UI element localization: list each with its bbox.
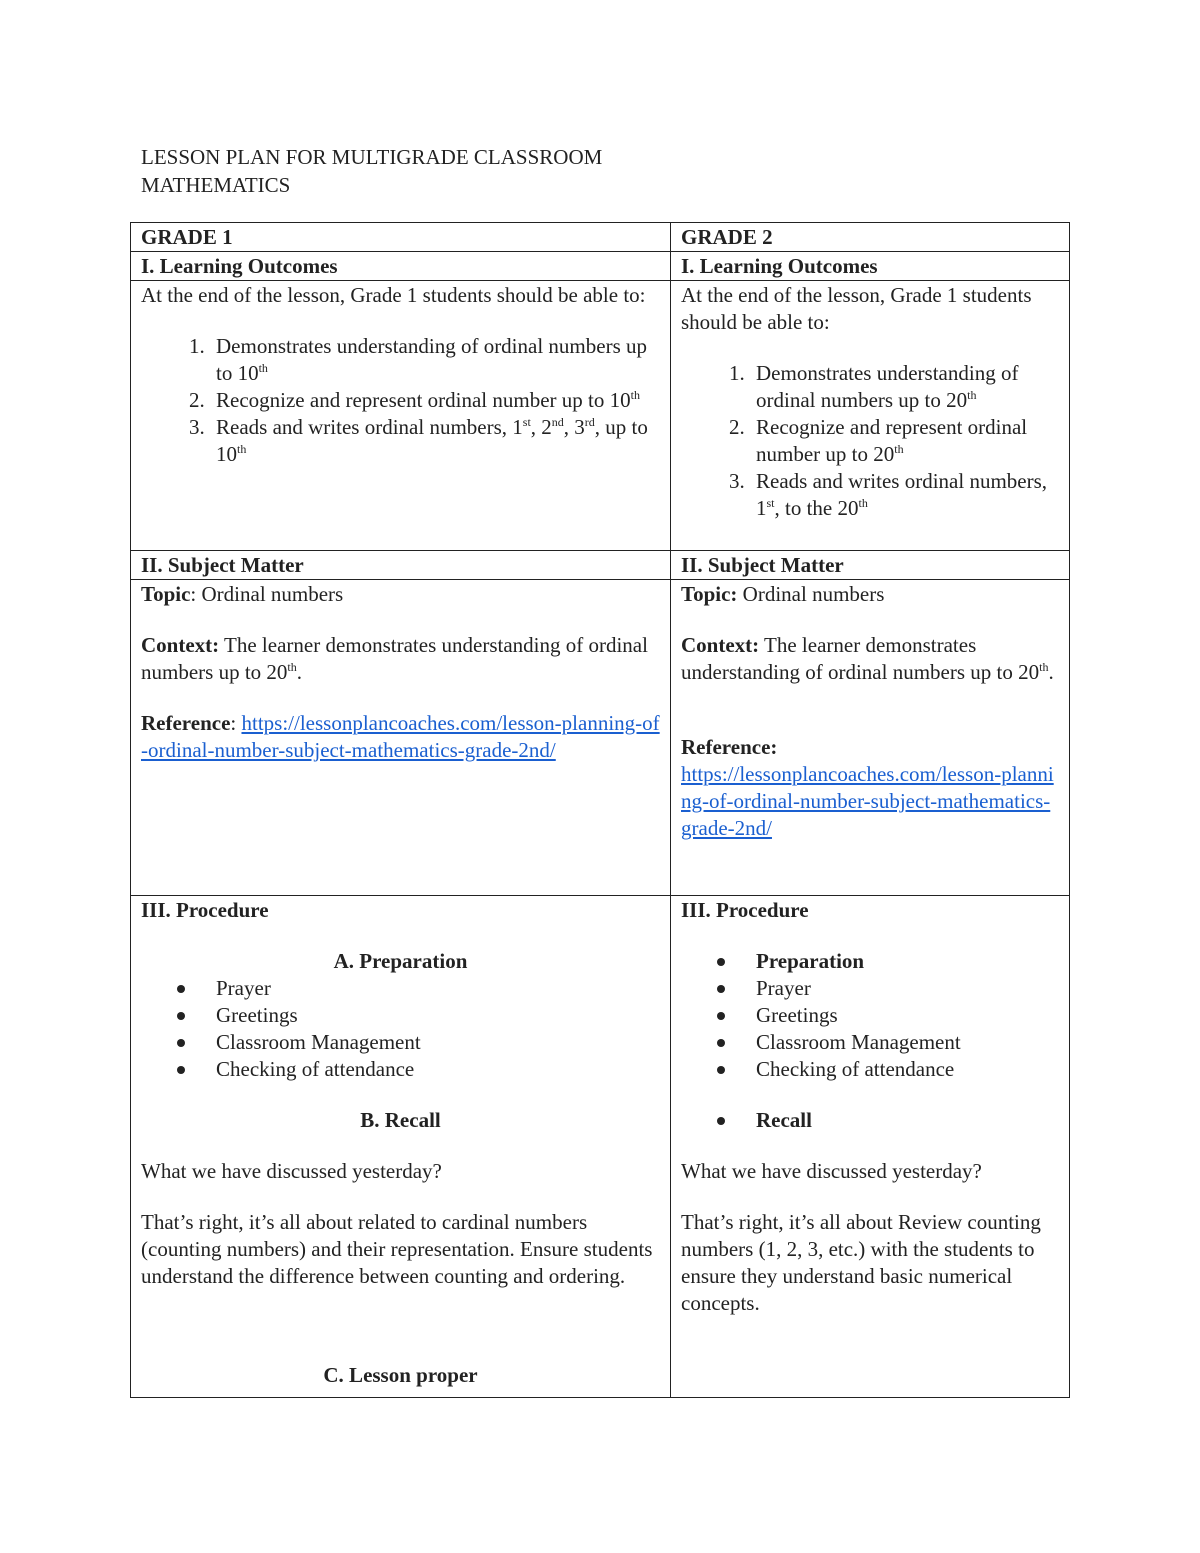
grade2-context: Context: The learner demonstrates understanding of ordinal numbers up to 20th. (681, 633, 1054, 684)
grade2-outcome-3: 3. Reads and writes ordinal numbers, 1st, to the 20th (750, 468, 1059, 522)
grade2-recall-heading: Recall (750, 1107, 1059, 1134)
grade1-outcomes-cell (131, 281, 671, 551)
grade1-procedure-heading: III. Procedure (141, 898, 269, 922)
grade1-context: Context: The learner demonstrates understanding of ordinal numbers up to 20th. (141, 633, 648, 684)
grade1-subject-heading: II. Subject Matter (131, 551, 671, 580)
grade1-prep-item: Greetings (210, 1002, 660, 1029)
grade2-outcomes-heading: I. Learning Outcomes (671, 252, 1070, 281)
grade2-subject-cell (671, 580, 1070, 896)
grade1-recall-question: What we have discussed yesterday? (141, 1159, 442, 1183)
grade2-reference-label: Reference: (681, 735, 778, 759)
grade2-reference (681, 761, 1059, 842)
title-line-2: MATHEMATICS (141, 173, 291, 197)
grade1-recall-heading: B. Recall (360, 1108, 441, 1132)
grade2-prep-item: Greetings (750, 1002, 1059, 1029)
grade1-recall-answer: That’s right, it’s all about related to cardinal numbers (counting numbers) and their representation. Ensure students understand the difference between counting and ordering. (141, 1210, 653, 1288)
grade2-header: GRADE 2 (671, 223, 1070, 252)
grade1-reference: Reference: https://lessonplancoaches.com/lesson-planning-of-ordinal-number-subject-mathematics-grade-2nd/ (141, 711, 660, 762)
grade1-prep-item: Classroom Management (210, 1029, 660, 1056)
grade1-outcome-2: 2. Recognize and represent ordinal number up to 10th (210, 387, 660, 414)
grade2-prep-item: Classroom Management (750, 1029, 1059, 1056)
grade2-outcome-1: 1. Demonstrates understanding of ordinal numbers up to 20th (750, 360, 1059, 414)
grade1-outcome-1: 1. Demonstrates understanding of ordinal numbers up to 10th (210, 333, 660, 387)
grade1-reference-link[interactable]: https://lessonplancoaches.com/lesson-planning-of-ordinal-number-subject-mathematics-grade-2nd/ (141, 711, 660, 762)
grade2-recall-question: What we have discussed yesterday? (681, 1159, 982, 1183)
grade2-preparation-list (681, 948, 1059, 1083)
grade2-prep-item: Prayer (750, 975, 1059, 1002)
grade2-procedure-heading: III. Procedure (681, 898, 809, 922)
grade2-recall-list (681, 1107, 1059, 1134)
grade2-outcome-2: 2. Recognize and represent ordinal number up to 20th (750, 414, 1059, 468)
grade1-outcomes-intro: At the end of the lesson, Grade 1 students should be able to: (141, 283, 646, 307)
grade2-prep-item: Checking of attendance (750, 1056, 1059, 1083)
grade1-prep-item: Checking of attendance (210, 1056, 660, 1083)
grade2-preparation-heading: Preparation (750, 948, 1059, 975)
document-title (141, 143, 602, 199)
grade1-outcomes-heading: I. Learning Outcomes (131, 252, 671, 281)
grade2-topic: Topic: Ordinal numbers (681, 582, 885, 606)
grade2-subject-heading: II. Subject Matter (671, 551, 1070, 580)
grade2-reference-link[interactable]: https://lessonplancoaches.com/lesson-planning-of-ordinal-number-subject-mathematics-grade-2nd/ (681, 762, 1054, 840)
grade1-preparation-heading: A. Preparation (333, 949, 468, 973)
outcomes-heading-row (131, 252, 1070, 281)
grade-header-row (131, 223, 1070, 252)
grade2-recall-answer: That’s right, it’s all about Review counting numbers (1, 2, 3, etc.) with the students to ensure they understand basic numerical concepts. (681, 1210, 1041, 1315)
grade1-subject-cell (131, 580, 671, 896)
lesson-plan-table (130, 222, 1070, 1398)
subject-heading-row (131, 551, 1070, 580)
grade1-outcome-3: 3. Reads and writes ordinal numbers, 1st, 2nd, 3rd, up to 10th (210, 414, 660, 468)
title-line-1: LESSON PLAN FOR MULTIGRADE CLASSROOM (141, 145, 603, 169)
grade2-outcomes-list (681, 360, 1059, 522)
grade2-outcomes-cell (671, 281, 1070, 551)
outcomes-content-row (131, 281, 1070, 551)
grade1-topic: Topic: Ordinal numbers (141, 582, 344, 606)
grade1-procedure-cell (131, 896, 671, 1398)
grade1-header: GRADE 1 (131, 223, 671, 252)
grade1-prep-item: Prayer (210, 975, 660, 1002)
subject-content-row (131, 580, 1070, 896)
grade1-lesson-proper-heading: C. Lesson proper (323, 1363, 478, 1387)
grade2-outcomes-intro: At the end of the lesson, Grade 1 students should be able to: (681, 283, 1032, 334)
grade2-procedure-cell (671, 896, 1070, 1398)
grade1-outcomes-list (141, 333, 660, 468)
procedure-row (131, 896, 1070, 1398)
grade1-preparation-list (141, 975, 660, 1083)
